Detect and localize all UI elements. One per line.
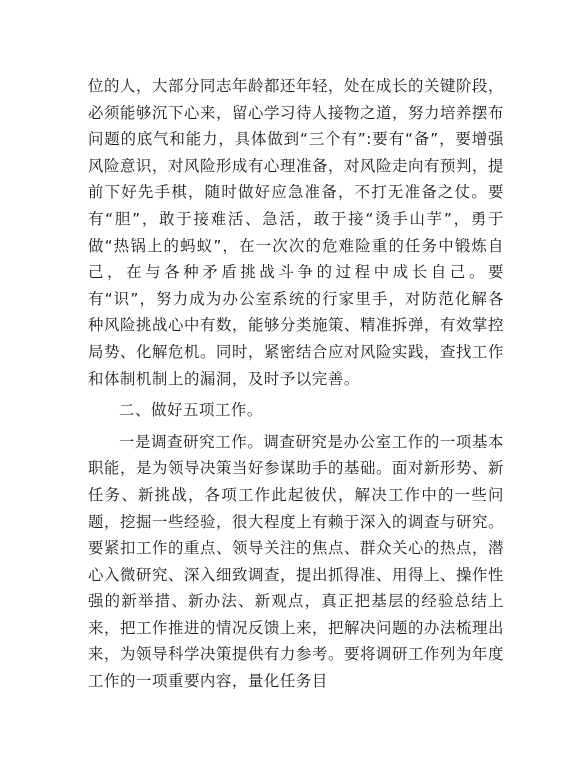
paragraph-research-work: 一是调查研究工作。调查研究是办公室工作的一项基本职能，是为领导决策当好参谋助手的基础。面对新形势、新任务、新挑战，各项工作此起彼伏，解决工作中的一些问题，挖掘一些经验，很大程度上有赖于深入的调查与研究。要紧扣工作的重点、领导关注的焦点、群众关心的热点，潜心入微研究、深入细致调查，提出抓得准、用得上、操作性强的新举措、新办法、新观点，真正把基层的经验总结上来，把工作推进的情况反馈上来，把解决问题的办法梳理出来，为领导科学决策提供有力参考。要将调研工作列为年度工作的一项重要内容，量化任务目 [88,432,504,691]
paragraph-continuation: 位的人，大部分同志年龄都还年轻，处在成长的关键阶段，必须能够沉下心来，留心学习待人接物之道，努力培养摆布问题的底气和能力，具体做到“三个有”:要有“备”，要增强风险意识，对风险形成有心理准备，对风险走向有预判，提前下好先手棋，随时做好应急准备，不打无准备之仗。要有“胆”，敢于接难活、急活，敢于接“烫手山芋”，勇于做“热锅上的蚂蚁”，在一次次的危难险重的任务中锻炼自己，在与各种矛盾挑战斗争的过程中成长自己。要有“识”，努力成为办公室系统的行家里手，对防范化解各种风险挑战心中有数，能够分类施策、精准拆弹，有效掌控局势、化解危机。同时，紧密结合应对风险实践，查找工作和体制机制上的漏洞，及时予以完善。 [88,77,504,388]
section-heading: 二、做好五项工作。 [119,401,263,420]
document-body [88,73,504,695]
